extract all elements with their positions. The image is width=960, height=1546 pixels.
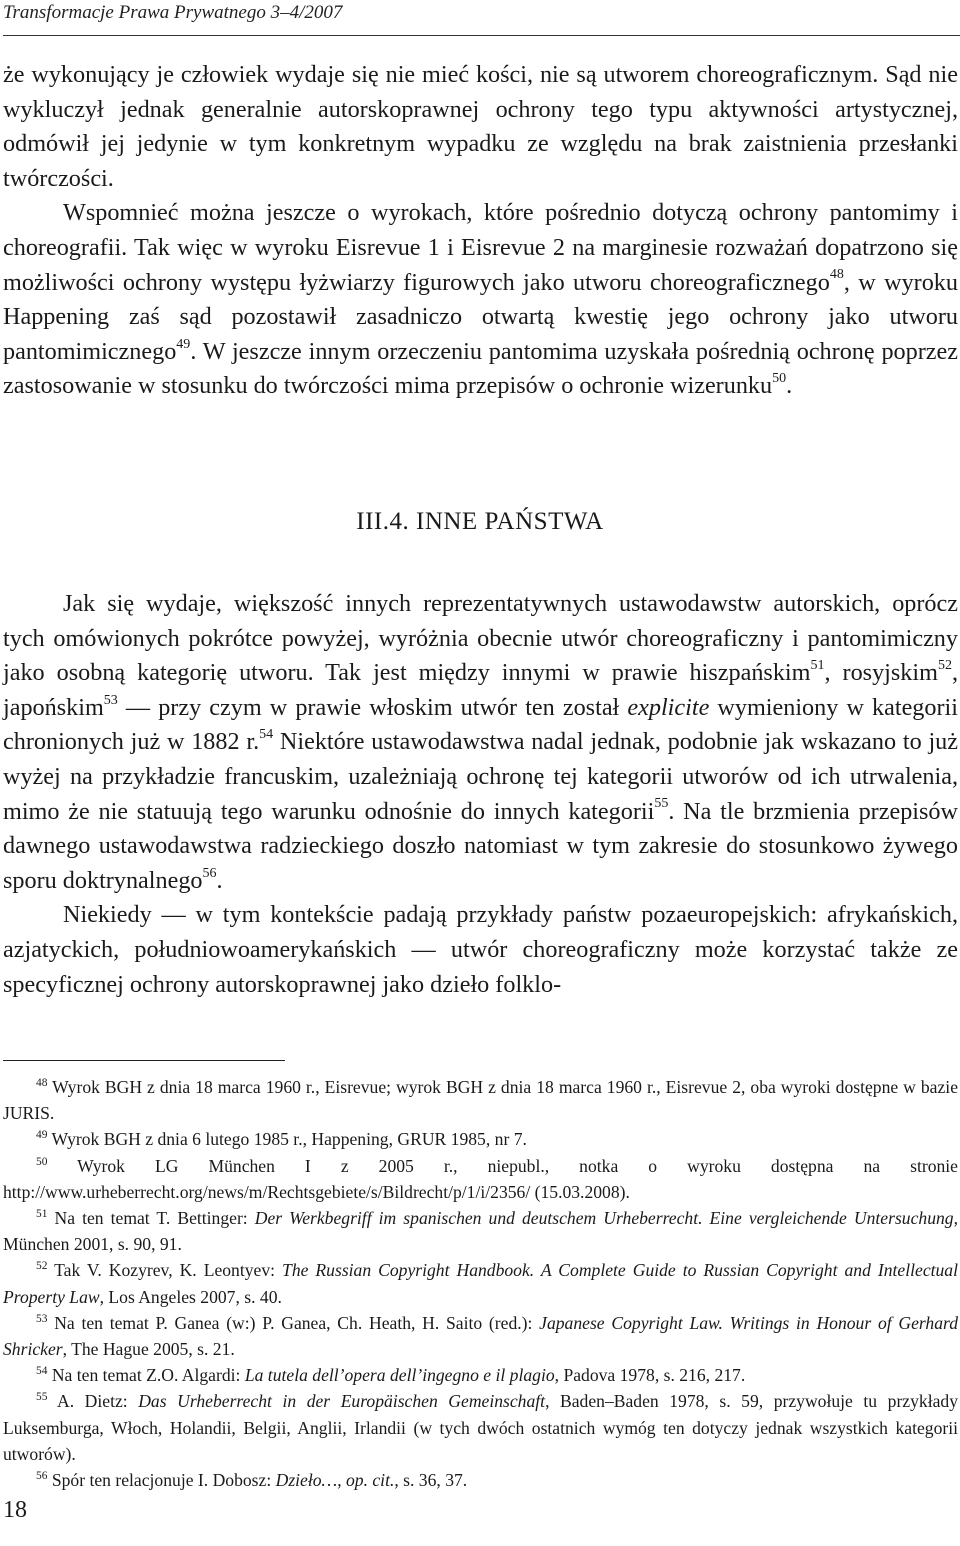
paragraph: Niekiedy — w tym kontekście padają przykłady państw pozaeuropejskich: afrykańskich, azjatyckich, południowoamerykańskich — utwór choreograficzny może korzystać także ze specyficznej ochrony autorskoprawnej jako dzieło folklo-: [3, 901, 958, 998]
footnote-ref[interactable]: 53: [103, 691, 118, 708]
footnote-55: $^{55}$ A. Dietz: Das Urheberrecht in der Europäischen Gemeinschaft, Baden–Baden 1978, s. 59, przywołuje tu przykłady Luksemburga, Włoch, Holandii, Belgii, Anglii, Irlandii (w tych dwóch ostatnich wymóg ten dotyczy jednak wszystkich kategorii utworów).: [3, 1391, 958, 1464]
page-number: 18: [3, 1497, 27, 1523]
footnote-ref[interactable]: 56: [202, 864, 217, 881]
footnote-divider: [3, 1060, 285, 1061]
footnote-ref[interactable]: 49: [176, 335, 191, 352]
footnote-ref[interactable]: 51: [810, 657, 825, 674]
footnote-54: $^{54}$ Na ten temat Z.O. Algardi: La tutela dell’opera dell’ingegno e il plagio, Padova 1978, s. 216, 217.: [36, 1365, 746, 1386]
footnote-50: $^{50}$ Wyrok LG München I z 2005 r., niepubl., notka o wyroku dostępna na stronie http://www.urheberrecht.org/news/m/Rechtsgebiete/s/Bildrecht/p/1/i/2356/ (15.03.2008).: [3, 1155, 958, 1202]
footnote-ref[interactable]: 54: [259, 726, 274, 743]
body-text-section: [3, 587, 958, 1002]
footnote-52: $^{52}$ Tak V. Kozyrev, K. Leontyev: The Russian Copyright Handbook. A Complete Guide to Russian Copyright and Intellectual Property Law, Los Angeles 2007, s. 40.: [3, 1260, 958, 1307]
section-heading: III.4. INNE PAŃSTWA: [356, 508, 604, 535]
footnote-ref[interactable]: 55: [654, 795, 669, 812]
footnote-49: $^{49}$ Wyrok BGH z dnia 6 lutego 1985 r., Happening, GRUR 1985, nr 7.: [36, 1129, 527, 1150]
footnote-53: $^{53}$ Na ten temat P. Ganea (w:) P. Ganea, Ch. Heath, H. Saito (red.): Japanese Copyright Law. Writings in Honour of Gerhard Shricker, The Hague 2005, s. 21.: [3, 1312, 959, 1360]
footnote-51: $^{51}$ Na ten temat T. Bettinger: Der Werkbegriff im spanischen und deutschem Urheberrecht. Eine vergleichende Untersuchung, München 2001, s. 90, 91.: [3, 1208, 958, 1255]
footnote-ref[interactable]: 52: [937, 657, 952, 674]
footnote-56: $^{56}$ Spór ten relacjonuje I. Dobosz: Dzieło…, op. cit., s. 36, 37.: [36, 1470, 468, 1491]
footnote-ref[interactable]: 48: [829, 266, 844, 283]
body-text-top: [3, 58, 958, 404]
paragraph: Jak się wydaje, większość innych reprezentatywnych ustawodawstw autorskich, oprócz tych omówionych pokrótce powyżej, wyróżnia obecnie utwór choreograficzny i pantomimiczny jako osobną kategorię utworu. Tak jest między innymi w prawie hiszpańskim$^{51}$, rosyjskim$^{52}$, japońskim$^{53}$ — przy czym w prawie włoskim utwór ten został explicite wymieniony w kategorii chronionych już w 1882 r.$^{54}$ Niektóre ustawodawstwa nadal jednak, podobnie jak wskazano to już wyżej na przykładzie francuskim, uzależniają ochronę tej kategorii utworów od ich utrwalenia, mimo że nie statuują tego warunku odnośnie do innych kategorii$^{55}$. Na tle brzmienia przepisów dawnego ustawodawstwa radzieckiego doszło natomiast w tym zakresie do stosunkowo żywego sporu doktrynalnego$^{56}$.: [3, 590, 959, 894]
running-header: Transformacje Prawa Prywatnego 3–4/2007: [3, 2, 343, 23]
footnote-ref[interactable]: 50: [772, 370, 787, 387]
footnote-48: $^{48}$ Wyrok BGH z dnia 18 marca 1960 r., Eisrevue; wyrok BGH z dnia 18 marca 1960 r., Eisrevue 2, oba wyroki dostępne w bazie JURIS.: [3, 1077, 958, 1124]
paragraph: że wykonujący je człowiek wydaje się nie mieć kości, nie są utworem choreograficznym. Sąd nie wykluczył jednak generalnie autorskoprawnej ochrony tego typu aktywności artystycznej, odmówił jej jedynie w tym konkretnym wypadku ze względu na brak zaistnienia przesłanki twórczości.: [3, 61, 958, 192]
footnotes: [3, 1074, 958, 1493]
header-divider: [3, 35, 960, 36]
paragraph: Wspomnieć można jeszcze o wyrokach, które pośrednio dotyczą ochrony pantomimy i choreografii. Tak więc w wyroku Eisrevue 1 i Eisrevue 2 na marginesie rozważań dopatrzono się możliwości ochrony występu łyżwiarzy figurowych jako utworu choreograficznego$^{48}$, w wyroku Happening zaś sąd pozostawił zasadniczo otwartą kwestię jego ochrony jako utworu pantomimicznego$^{49}$. W jeszcze innym orzeczeniu pantomima uzyskała pośrednią ochronę poprzez zastosowanie w stosunku do twórczości mima przepisów o ochronie wizerunku$^{50}$.: [3, 199, 958, 400]
